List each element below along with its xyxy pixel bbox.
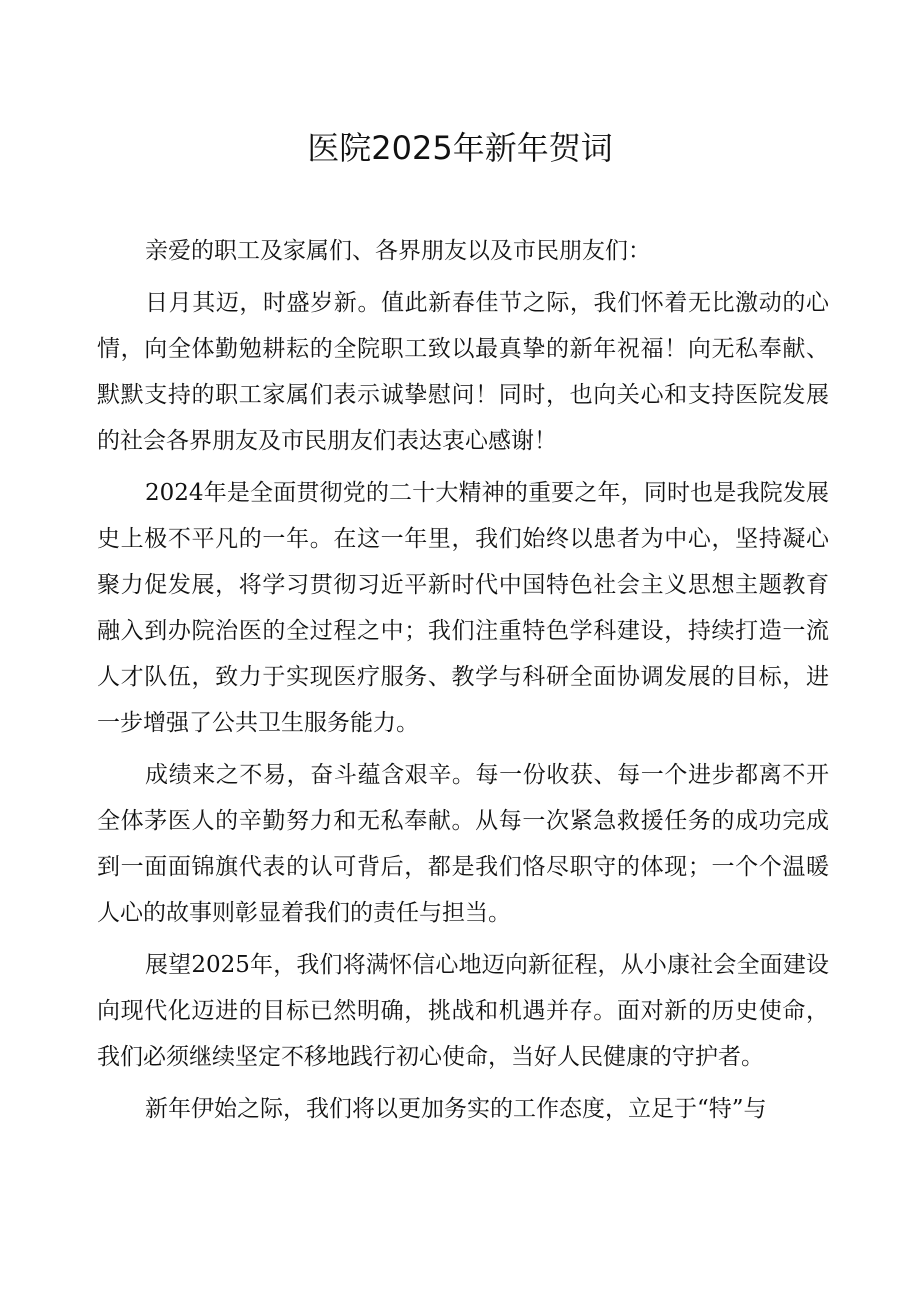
- salutation-paragraph: 亲爱的职工及家属们、各界朋友以及市民朋友们：: [145, 238, 651, 264]
- body-paragraph: 新年伊始之际，我们将以更加务实的工作态度，立足于“特”与: [145, 1096, 767, 1122]
- body-paragraph: 展望2025年，我们将满怀信心地迈向新征程，从小康社会全面建设向现代化迈进的目标已然明确，挑战和机遇并存。面对新的历史使命，我们必须继续坚定不移地践行初心使命，当好人民健康的守护者。: [97, 952, 829, 1070]
- body-paragraph: 2024年是全面贯彻党的二十大精神的重要之年，同时也是我院发展史上极不平凡的一年。在这一年里，我们始终以患者为中心，坚持凝心聚力促发展，将学习贯彻习近平新时代中国特色社会主义思想主题教育融入到办院治医的全过程之中；我们注重特色学科建设，持续打造一流人才队伍，致力于实现医疗服务、教学与科研全面协调发展的目标，进一步增强了公共卫生服务能力。: [97, 480, 829, 736]
- document-title: 医院2025年新年贺词: [307, 129, 613, 167]
- body-paragraph: 日月其迈，时盛岁新。值此新春佳节之际，我们怀着无比激动的心情，向全体勤勉耕耘的全院职工致以最真挚的新年祝福！向无私奉献、默默支持的职工家属们表示诚挚慰问！同时，也向关心和支持医院发展的社会各界朋友及市民朋友们表达衷心感谢！: [97, 290, 829, 454]
- body-paragraph: 成绩来之不易，奋斗蕴含艰辛。每一份收获、每一个进步都离不开全体茅医人的辛勤努力和无私奉献。从每一次紧急救援任务的成功完成到一面面锦旗代表的认可背后，都是我们恪尽职守的体现；一个个温暖人心的故事则彰显着我们的责任与担当。: [97, 762, 829, 926]
- document-body: [97, 228, 829, 1132]
